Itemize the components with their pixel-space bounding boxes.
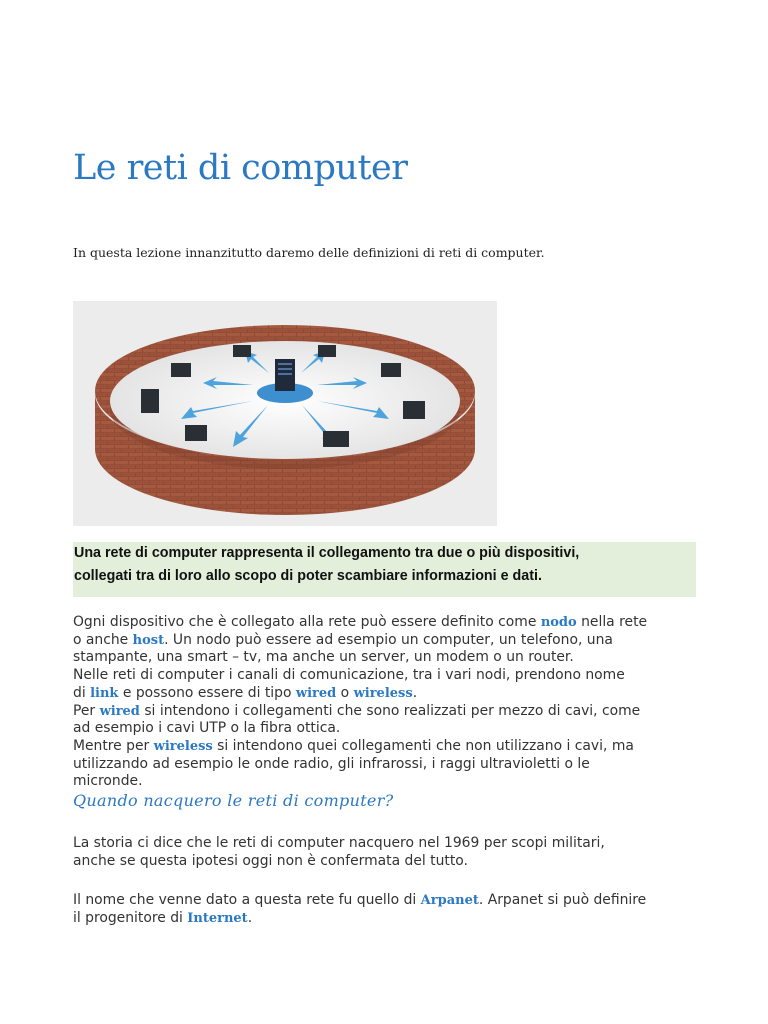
- callout-line-1: Una rete di computer rappresenta il collegamento tra due o più dispositivi,: [74, 545, 580, 561]
- text: nella rete: [576, 614, 648, 630]
- section-heading: Quando nacquero le reti di computer?: [73, 791, 394, 810]
- text: Nelle reti di computer i canali di comunicazione, tra i vari nodi, prendono nome: [73, 667, 625, 684]
- text: o anche: [73, 631, 133, 648]
- text: e possono essere di tipo: [118, 684, 296, 701]
- keyword-nodo: nodo: [540, 615, 577, 630]
- text: il progenitore di: [73, 909, 188, 926]
- keyword-arpanet: Arpanet: [420, 893, 479, 908]
- text: . Arpanet si può definire: [478, 892, 647, 908]
- text: si intendono quei collegamenti che non utilizzano i cavi, ma: [212, 737, 634, 754]
- text: Per: [73, 702, 100, 719]
- text: di: [73, 684, 91, 701]
- callout-line-2: collegati tra di loro allo scopo di poter scambiare informazioni e dati.: [74, 567, 542, 584]
- page-title: Le reti di computer: [73, 148, 408, 188]
- text: .: [247, 909, 253, 926]
- keyword-host: host: [132, 632, 165, 648]
- text: La storia ci dice che le reti di computer nacquero nel 1969 per scopi militari,: [73, 835, 605, 851]
- definition-callout: [73, 542, 696, 597]
- text: Mentre per: [73, 737, 154, 754]
- text: o: [336, 684, 354, 701]
- paragraph-history: [73, 835, 713, 870]
- keyword-wired: wired: [295, 685, 337, 701]
- text: . Un nodo può essere ad esempio un computer, un telefono, una: [164, 631, 613, 648]
- keyword-wired: wired: [99, 703, 140, 719]
- text: ad esempio i cavi UTP o la fibra ottica.: [73, 720, 341, 737]
- text: .: [412, 684, 418, 701]
- text: si intendono i collegamenti che sono realizzati per mezzo di cavi, come: [139, 702, 641, 719]
- paragraph-nodes: [73, 614, 713, 791]
- text: anche se questa ipotesi oggi non è confermata del tutto.: [73, 852, 468, 869]
- keyword-link: link: [90, 685, 119, 701]
- text: stampante, una smart – tv, ma anche un server, un modem o un router.: [73, 649, 574, 666]
- keyword-wireless: wireless: [353, 685, 413, 701]
- network-illustration: [73, 301, 497, 526]
- keyword-wireless: wireless: [153, 738, 213, 754]
- network-ring-image: [73, 301, 497, 526]
- intro-text: In questa lezione innanzitutto daremo delle definizioni di reti di computer.: [73, 245, 545, 260]
- text: utilizzando ad esempio le onde radio, gli infrarossi, i raggi ultravioletti o le: [73, 755, 590, 772]
- text: Ogni dispositivo che è collegato alla rete può essere definito come: [73, 614, 541, 630]
- text: micronde.: [73, 773, 143, 790]
- keyword-internet: Internet: [187, 910, 248, 926]
- paragraph-arpanet: [73, 892, 713, 927]
- text: Il nome che venne dato a questa rete fu quello di: [73, 892, 421, 908]
